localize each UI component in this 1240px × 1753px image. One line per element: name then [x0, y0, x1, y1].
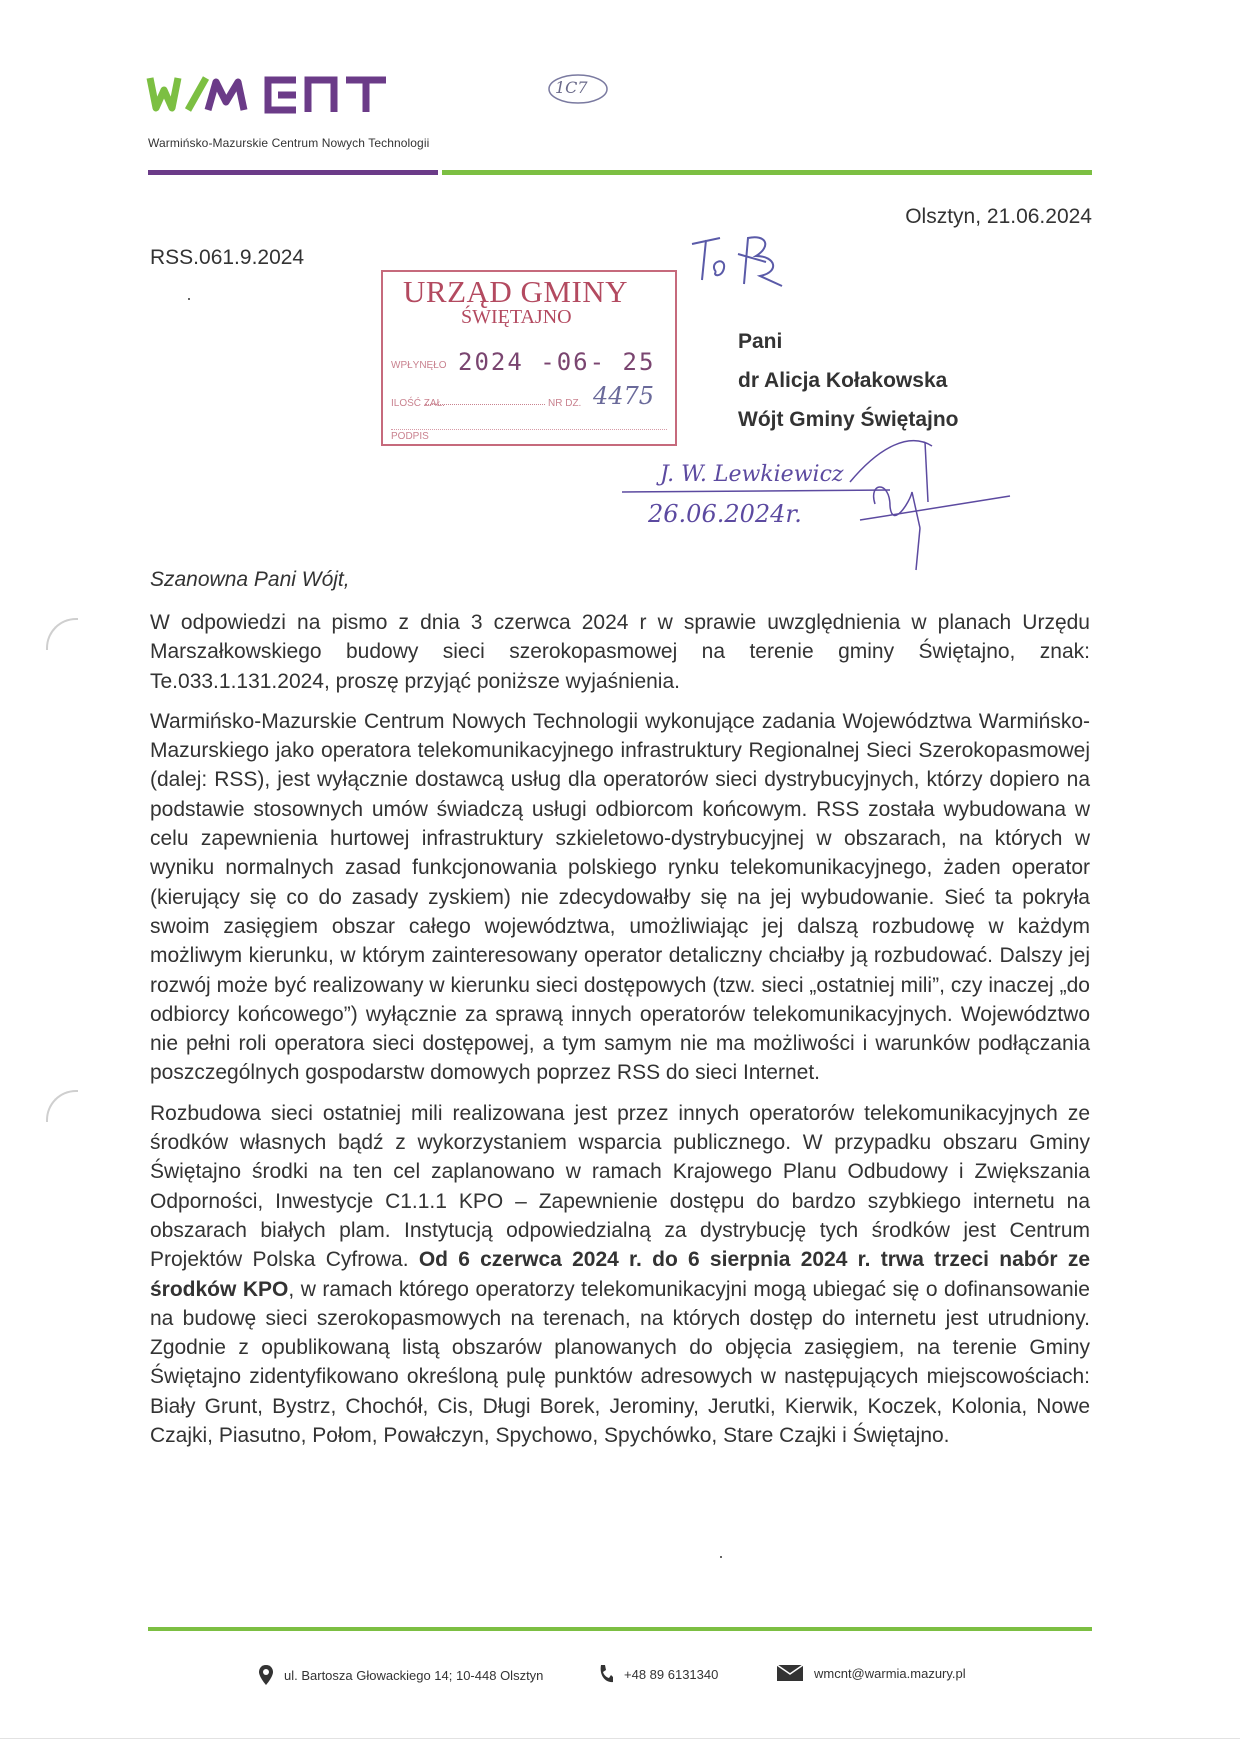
paragraph-2: Warmińsko-Mazurskie Centrum Nowych Technologii wykonujące zadania Województwa Warmińsko-Mazurskiego jako operatora telekomunikacyjnego infrastruktury Regionalnej Sieci Szerokopasmowej (dalej: RSS), jest wyłącznie dostawcą usług dla operatorów sieci dystrybucyjnych, którzy dopiero na podstawie stosownych umów świadczą usługi odbiorcom końcowym. RSS została wybudowana w celu zapewnienia hurtowej infrastruktury szkieletowo-dystrybucyjnej w obszarach, na których w wyniku normalnych zasad funkcjonowania polskiego rynku telekomunikacyjnego, żaden operator (kierujący się co do zasady zyskiem) nie zdecydowałby się na jej wybudowanie. Sieć ta pokryła swoim zasięgiem obszar całego województwa, umożliwiając jej dalszą rozbudowę w każdym możliwym kierunku, w którym zainteresowany operator detaliczny chciałby ją rozbudować. Dalszy jej rozwój może być realizowany w kierunku sieci dostępowych (tzw. sieci „ostatniej mili”, czy inaczej „do odbiorcy końcowego”) wyłącznie za sprawą innych operatorów telekomunikacyjnych. Województwo nie pełni roli operatora sieci dostępowej, a tym samym nie ma możliwości i warunków podłączania poszczególnych gospodarstw domowych poprzez RSS do sieci Internet. [150, 709, 1090, 1085]
letter-reference-number: RSS.061.9.2024 [150, 246, 305, 269]
scan-speck [188, 298, 190, 300]
location-pin-icon [258, 1664, 274, 1686]
footer-email [776, 1664, 966, 1682]
footer-phone-text: +48 89 6131340 [624, 1666, 719, 1682]
stamp-received-label: WPŁYNĘŁO [391, 360, 447, 371]
annotation-assignee: J. W. Lewkiewicz [660, 462, 844, 487]
wmcnt-logo [146, 70, 396, 114]
handwritten-initials [686, 232, 796, 307]
envelope-icon [776, 1664, 804, 1682]
scan-speck [720, 1556, 722, 1558]
recipient-title: Wójt Gminy Świętajno [738, 408, 959, 431]
stamp-count-label: ILOŚĆ ZAŁ. [391, 398, 445, 409]
footer-address-text: ul. Bartosza Głowackiego 14; 10-448 Olsztyn [284, 1667, 544, 1683]
reference-mark [555, 78, 588, 97]
paragraph-3-part-b: , w ramach którego operatorzy telekomunikacyjni mogą ubiegać się o dofinansowanie na budowę sieci szerokopasmowych na terenach, na których dostęp do internetu jest utrudniony. Zgodnie z opublikowaną listą obszarów planowanych do objęcia zasięgiem, na terenie Gminy Świętajno zidentyfikowano określoną pulę punktów adresowych w następujących miejscowościach: Biały Grunt, Bystrz, Chochół, Cis, Długi Borek, Jerominy, Jerutki, Kierwik, Koczek, Kolonia, Nowe Czajki, Piasutno, Połom, Powałczyn, Spychowo, Spychówko, Stare Czajki i Świętajno. [150, 1277, 1090, 1448]
footer-address [258, 1664, 543, 1686]
recipient-salutation: Pani [738, 330, 783, 353]
stamp-received-date: 2024 -06- 25 [458, 348, 656, 376]
stamp-title: URZĄD GMINY [403, 274, 629, 309]
letter-body [150, 608, 1090, 1461]
stamp-nr-label: NR DZ. [548, 398, 582, 409]
header-divider-purple [148, 170, 438, 175]
stamp-subtitle: ŚWIĘTAJNO [461, 306, 572, 328]
paragraph-1: W odpowiedzi na pismo z dnia 3 czerwca 2024 r w sprawie uwzględnienia w planach Urzędu Marszałkowskiego budowy sieci szerokopasmowej na terenie gminy Świętajno, znak: Te.033.1.131.2024, proszę przyjąć poniższe wyjaśnienia. [150, 611, 1090, 693]
office-received-stamp [381, 270, 677, 446]
letter-salutation: Szanowna Pani Wójt, [150, 568, 350, 591]
paragraph-3 [150, 1099, 1090, 1451]
annotation-date: 26.06.2024r. [648, 500, 802, 528]
paragraph-3-bold: Od 6 czerwca 2024 r. do 6 sierpnia 2024 r. trwa trzeci nabór ze środków KPO [150, 1248, 1090, 1301]
letter-date: Olsztyn, 21.06.2024 [905, 205, 1092, 228]
reference-mark-text: 1C7 [555, 78, 588, 97]
phone-icon [598, 1664, 614, 1684]
stamp-count-dots [425, 404, 545, 405]
footer-email-text: wmcnt@warmia.mazury.pl [814, 1665, 966, 1681]
organization-name: Warmińsko-Mazurskie Centrum Nowych Technologii [148, 136, 430, 150]
paragraph-3-part-a: Rozbudowa sieci ostatniej mili realizowana jest przez innych operatorów telekomunikacyjnych ze środków własnych bądź z wykorzystaniem wsparcia publicznego. W przypadku obszaru Gminy Świętajno środki na ten cel zaplanowano w ramach Krajowego Planu Odbudowy i Zwiększania Odporności, Inwestycje C1.1.1 KPO – Zapewnienie dostępu do bardzo szybkiego internetu na obszarach białych plam. Instytucją odpowiedzialną za dystrybucję tych środków jest Centrum Projektów Polska Cyfrowa. [150, 1101, 1090, 1272]
recipient-block [738, 322, 959, 439]
punch-hole-mark [46, 618, 78, 650]
recipient-name: dr Alicja Kołakowska [738, 369, 948, 392]
footer-divider [148, 1627, 1092, 1631]
stamp-nr-value: 4475 [593, 382, 655, 410]
header-divider-green [442, 170, 1092, 175]
punch-hole-mark [46, 1090, 78, 1122]
scan-edge [0, 1738, 1240, 1739]
footer-phone [598, 1664, 718, 1684]
stamp-signature-label: PODPIS [391, 429, 667, 442]
